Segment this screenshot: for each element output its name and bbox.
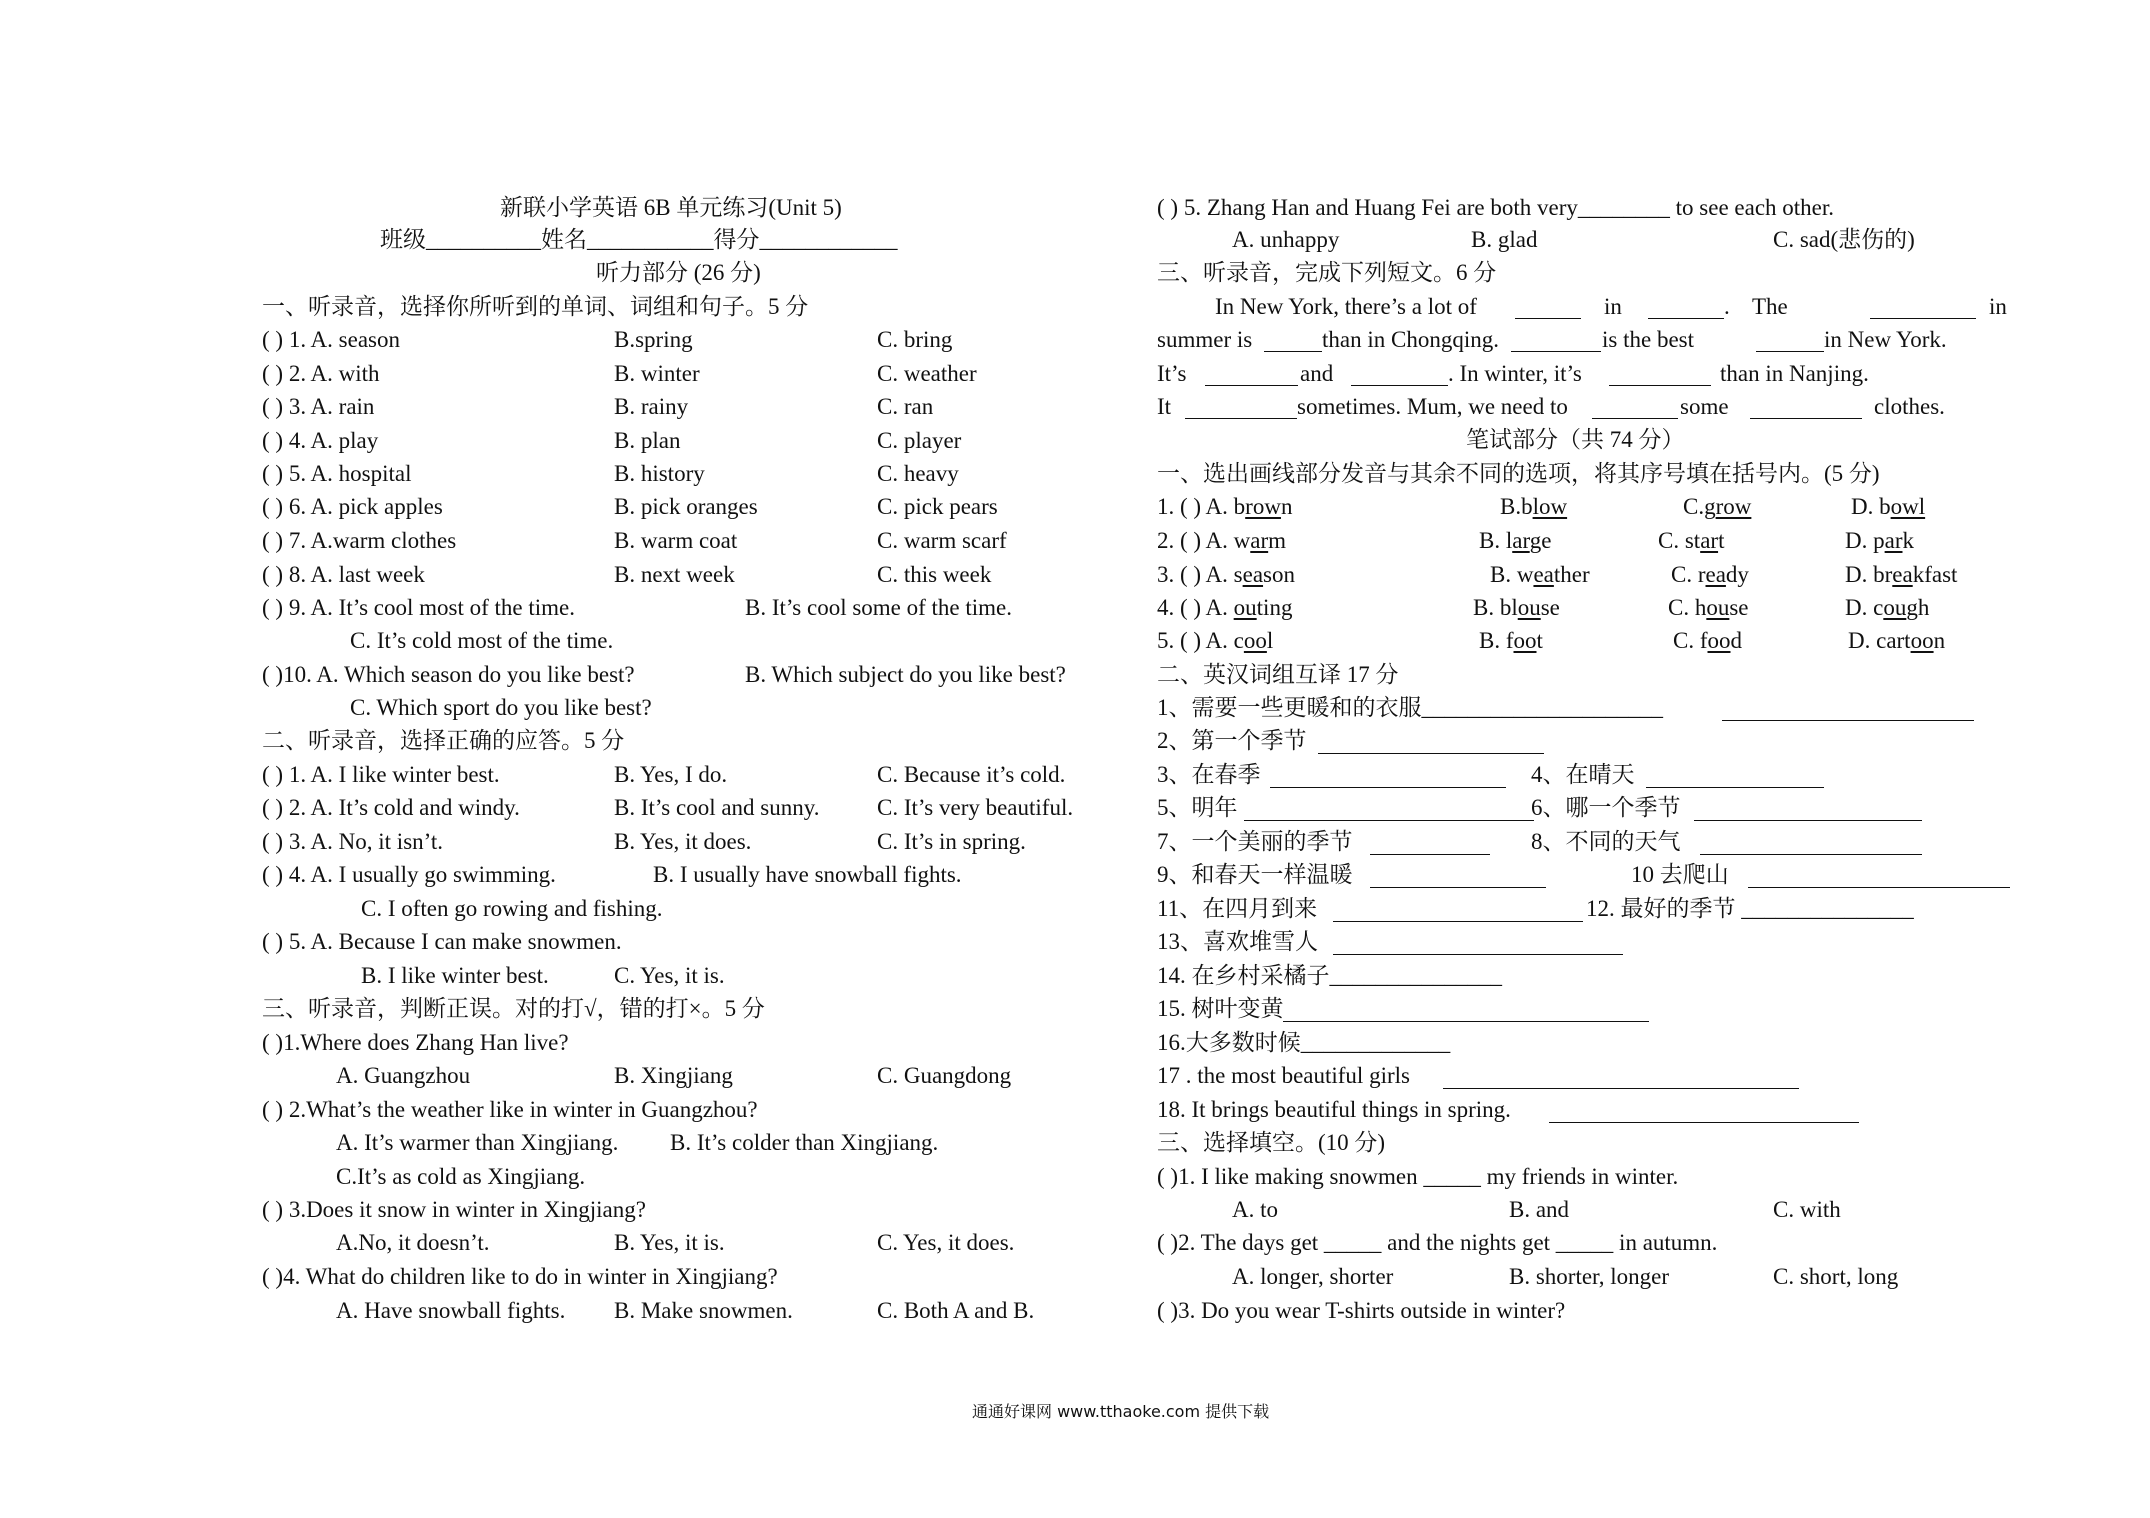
option-b: B. plan <box>614 428 681 453</box>
translation-item: 11、在四月到来 <box>1157 896 1318 921</box>
phonics-option-a: 1. ( ) A. brown <box>1157 494 1293 519</box>
s2-q1-a: ( ) 1. A. I like winter best. <box>262 762 500 787</box>
choice-q2-a: A. longer, shorter <box>1232 1264 1394 1289</box>
section3-heading: 三、听录音，判断正误。对的打√，错的打×。5 分 <box>262 996 765 1021</box>
translation-item: 6、哪一个季节 <box>1531 795 1681 820</box>
answer-line[interactable] <box>1333 954 1623 955</box>
option-b: B. rainy <box>614 394 689 419</box>
answer-line[interactable] <box>1270 787 1506 788</box>
phonics-option-b: B. large <box>1479 528 1552 553</box>
answer-line[interactable] <box>1370 854 1490 855</box>
phonics-option-c: C. food <box>1673 628 1742 653</box>
blank[interactable] <box>1351 385 1448 386</box>
passage-text: It <box>1157 394 1172 419</box>
passage-text: in <box>1989 294 2007 319</box>
passage-text: It’s <box>1157 361 1187 386</box>
blank[interactable] <box>1750 418 1862 419</box>
s3-q3-c: C. Yes, it does. <box>877 1230 1015 1255</box>
passage-text: in <box>1604 294 1622 319</box>
phonics-option-c: C. ready <box>1671 562 1749 587</box>
s2-q3-c: C. It’s in spring. <box>877 829 1026 854</box>
answer-line[interactable] <box>1748 887 2010 888</box>
option-b: B.spring <box>614 327 693 352</box>
translation-item: 14. 在乡村采橘子_______________ <box>1157 963 1502 988</box>
phonics-option-c: C.grow <box>1683 494 1752 519</box>
passage-text: clothes. <box>1874 394 1945 419</box>
option-a: ( ) 1. A. season <box>262 327 400 352</box>
choice-q1-a: A. to <box>1232 1197 1278 1222</box>
translation-item: 5、明年 <box>1157 795 1238 820</box>
s3-q1: ( )1.Where does Zhang Han live? <box>262 1030 569 1055</box>
s3-q3-a: A.No, it doesn’t. <box>336 1230 490 1255</box>
translation-item: 2、第一个季节 <box>1157 728 1307 753</box>
s2-q2-b: B. It’s cool and sunny. <box>614 795 820 820</box>
choice-q3: ( )3. Do you wear T-shirts outside in winter? <box>1157 1298 1566 1323</box>
q5-c: C. sad(悲伤的) <box>1773 227 1915 252</box>
option-c: C. player <box>877 428 962 453</box>
q9-option-c: C. It’s cold most of the time. <box>350 628 614 653</box>
option-c: C. weather <box>877 361 977 386</box>
s3-q1-b: B. Xingjiang <box>614 1063 733 1088</box>
passage-text: . In winter, it’s <box>1448 361 1582 386</box>
answer-line[interactable] <box>1283 1021 1649 1022</box>
phonics-heading: 一、选出画线部分发音与其余不同的选项，将其序号填在括号内。(5 分) <box>1157 461 1880 486</box>
blank[interactable] <box>1511 351 1601 352</box>
passage-text: is the best <box>1602 327 1694 352</box>
option-b: B. history <box>614 461 705 486</box>
s2-q4-b: B. I usually have snowball fights. <box>653 862 962 887</box>
blank[interactable] <box>1185 418 1297 419</box>
blank[interactable] <box>1648 318 1724 319</box>
phonics-option-d: D. park <box>1845 528 1914 553</box>
choice-q2: ( )2. The days get _____ and the nights get _____ in autumn. <box>1157 1230 1718 1255</box>
s3-q4: ( )4. What do children like to do in winter in Xingjiang? <box>262 1264 778 1289</box>
s3-q2-c: C.It’s as cold as Xingjiang. <box>336 1164 586 1189</box>
translation-item: 18. It brings beautiful things in spring. <box>1157 1097 1511 1122</box>
blank[interactable] <box>1870 318 1976 319</box>
blank[interactable] <box>1609 385 1711 386</box>
s3-q1-c: C. Guangdong <box>877 1063 1012 1088</box>
answer-line[interactable] <box>1318 753 1544 754</box>
phonics-option-c: C. house <box>1668 595 1749 620</box>
passage-text: sometimes. Mum, we need to <box>1297 394 1568 419</box>
option-a: ( ) 6. A. pick apples <box>262 494 443 519</box>
passage-text: in New York. <box>1824 327 1947 352</box>
blank[interactable] <box>1205 385 1298 386</box>
footer-credit: 通通好课网 www.tthaoke.com 提供下载 <box>972 1402 1270 1421</box>
passage-text: than in Nanjing. <box>1720 361 1869 386</box>
phonics-option-a: 4. ( ) A. outing <box>1157 595 1293 620</box>
translation-item: 3、在春季 <box>1157 762 1261 787</box>
phonics-option-a: 2. ( ) A. warm <box>1157 528 1287 553</box>
choice-q1: ( )1. I like making snowmen _____ my friends in winter. <box>1157 1164 1679 1189</box>
s3-q4-a: A. Have snowball fights. <box>336 1298 566 1323</box>
option-a: ( ) 7. A.warm clothes <box>262 528 457 553</box>
s2-q1-c: C. Because it’s cold. <box>877 762 1066 787</box>
option-c: C. this week <box>877 562 992 587</box>
blank[interactable] <box>1515 318 1581 319</box>
s2-q5-a: ( ) 5. A. Because I can make snowmen. <box>262 929 622 954</box>
option-a: ( ) 4. A. play <box>262 428 379 453</box>
translation-item: 8、不同的天气 <box>1531 829 1681 854</box>
q9-option-a: ( ) 9. A. It’s cool most of the time. <box>262 595 576 620</box>
s3-q2: ( ) 2.What’s the weather like in winter in Guangzhou? <box>262 1097 758 1122</box>
s2-q2-c: C. It’s very beautiful. <box>877 795 1074 820</box>
page-title: 新联小学英语 6B 单元练习(Unit 5) <box>500 195 842 220</box>
student-info-fields: 班级__________姓名___________得分____________ <box>380 227 898 252</box>
phonics-option-b: B.blow <box>1500 494 1568 519</box>
answer-line[interactable] <box>1694 820 1922 821</box>
s2-q2-a: ( ) 2. A. It’s cold and windy. <box>262 795 520 820</box>
option-c: C. warm scarf <box>877 528 1007 553</box>
passage-text: summer is <box>1157 327 1253 352</box>
phonics-option-b: B. weather <box>1490 562 1590 587</box>
option-a: ( ) 2. A. with <box>262 361 380 386</box>
answer-line[interactable] <box>1700 854 1922 855</box>
choice-q1-b: B. and <box>1509 1197 1570 1222</box>
option-c: C. heavy <box>877 461 959 486</box>
s3-q4-b: B. Make snowmen. <box>614 1298 793 1323</box>
phonics-option-d: D. cough <box>1845 595 1930 620</box>
passage-text: In New York, there’s a lot of <box>1215 294 1477 319</box>
section1-heading: 一、听录音，选择你所听到的单词、词组和句子。5 分 <box>262 294 809 319</box>
choice-q1-c: C. with <box>1773 1197 1841 1222</box>
choice-heading: 三、选择填空。(10 分) <box>1157 1130 1386 1155</box>
translation-item: 4、在晴天 <box>1531 762 1635 787</box>
s3-q2-a: A. It’s warmer than Xingjiang. <box>336 1130 619 1155</box>
s3-q2-b: B. It’s colder than Xingjiang. <box>670 1130 939 1155</box>
q5-b: B. glad <box>1471 227 1538 252</box>
answer-line[interactable] <box>1333 921 1583 922</box>
choice-q2-b: B. shorter, longer <box>1509 1264 1670 1289</box>
q9-option-b: B. It’s cool some of the time. <box>745 595 1013 620</box>
translation-item: 13、喜欢堆雪人 <box>1157 929 1318 954</box>
passage-text: The <box>1752 294 1788 319</box>
s2-q5-c: C. Yes, it is. <box>614 963 725 988</box>
q5-a: A. unhappy <box>1232 227 1340 252</box>
translation-item: 9、和春天一样温暖 <box>1157 862 1353 887</box>
option-a: ( ) 5. A. hospital <box>262 461 412 486</box>
option-b: B. pick oranges <box>614 494 758 519</box>
answer-line[interactable] <box>1443 1088 1799 1089</box>
s2-q4-c: C. I often go rowing and fishing. <box>361 896 663 921</box>
written-section-title: 笔试部分（共 74 分） <box>1466 427 1685 452</box>
answer-line[interactable] <box>1722 720 1974 721</box>
s2-q3-a: ( ) 3. A. No, it isn’t. <box>262 829 444 854</box>
option-c: C. ran <box>877 394 934 419</box>
s2-q3-b: B. Yes, it does. <box>614 829 752 854</box>
option-b: B. winter <box>614 361 700 386</box>
phonics-option-c: C. start <box>1658 528 1725 553</box>
option-b: B. next week <box>614 562 735 587</box>
answer-line[interactable] <box>1244 820 1534 821</box>
q5-stem: ( ) 5. Zhang Han and Huang Fei are both very________ to see each other. <box>1157 195 1835 220</box>
phonics-option-d: D. cartoon <box>1848 628 1946 653</box>
translation-item: 7、一个美丽的季节 <box>1157 829 1353 854</box>
passage-text: and <box>1300 361 1334 386</box>
phonics-option-b: B. foot <box>1479 628 1543 653</box>
translation-item: 10 去爬山 <box>1631 862 1729 887</box>
option-b: B. warm coat <box>614 528 738 553</box>
blank[interactable] <box>1264 351 1322 352</box>
q10-option-c: C. Which sport do you like best? <box>350 695 652 720</box>
passage-text: some <box>1680 394 1729 419</box>
phonics-option-b: B. blouse <box>1473 595 1560 620</box>
passage-heading: 三、听录音，完成下列短文。6 分 <box>1157 260 1497 285</box>
option-c: C. pick pears <box>877 494 998 519</box>
s3-q3: ( ) 3.Does it snow in winter in Xingjiang? <box>262 1197 646 1222</box>
phonics-option-d: D. breakfast <box>1845 562 1958 587</box>
s2-q1-b: B. Yes, I do. <box>614 762 728 787</box>
period: . <box>1724 294 1730 319</box>
answer-line[interactable] <box>1549 1122 1859 1123</box>
answer-line[interactable] <box>1646 787 1824 788</box>
phonics-option-a: 5. ( ) A. cool <box>1157 628 1274 653</box>
blank[interactable] <box>1592 418 1678 419</box>
translation-item: 17 . the most beautiful girls <box>1157 1063 1410 1088</box>
phonics-option-a: 3. ( ) A. season <box>1157 562 1295 587</box>
phonics-option-d: D. bowl <box>1851 494 1926 519</box>
s3-q3-b: B. Yes, it is. <box>614 1230 725 1255</box>
translation-item: 15. 树叶变黄 <box>1157 996 1284 1021</box>
translation-item: 1、需要一些更暖和的衣服_____________________ <box>1157 695 1663 720</box>
translation-item: 12. 最好的季节 _______________ <box>1586 896 1914 921</box>
listening-section-title: 听力部分 (26 分) <box>596 260 761 285</box>
passage-text: than in Chongqing. <box>1322 327 1499 352</box>
answer-line[interactable] <box>1370 887 1546 888</box>
option-c: C. bring <box>877 327 953 352</box>
s2-q5-b: B. I like winter best. <box>361 963 549 988</box>
q10-option-a: ( )10. A. Which season do you like best? <box>262 662 635 687</box>
option-a: ( ) 8. A. last week <box>262 562 425 587</box>
s2-q4-a: ( ) 4. A. I usually go swimming. <box>262 862 556 887</box>
choice-q2-c: C. short, long <box>1773 1264 1899 1289</box>
translation-heading: 二、英汉词组互译 17 分 <box>1157 662 1399 687</box>
translation-item: 16.大多数时候_____________ <box>1157 1030 1451 1055</box>
blank[interactable] <box>1756 351 1824 352</box>
s3-q1-a: A. Guangzhou <box>336 1063 471 1088</box>
q10-option-b: B. Which subject do you like best? <box>745 662 1066 687</box>
option-a: ( ) 3. A. rain <box>262 394 375 419</box>
s3-q4-c: C. Both A and B. <box>877 1298 1035 1323</box>
section2-heading: 二、听录音，选择正确的应答。5 分 <box>262 728 625 753</box>
